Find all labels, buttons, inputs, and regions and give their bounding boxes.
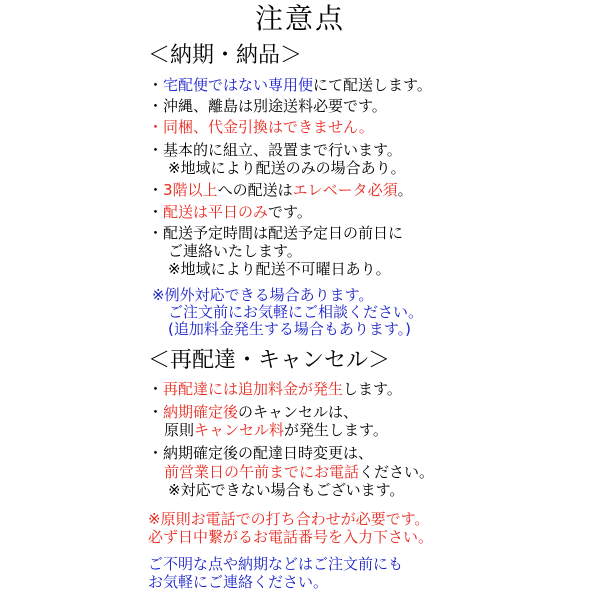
redelivery-line-3-note: ※対応できない場合もございます。 [168,481,405,499]
exception-note-2: ご注文前にお気軽にご相談ください。 [168,303,424,321]
delivery-line-1: ・宅配便ではない専用便にて配送します。 [148,76,432,94]
delivery-line-3: ・同梱、代金引換はできません。 [148,118,374,136]
redelivery-line-1: ・再配達には追加料金が発生します。 [148,380,402,398]
redelivery-line-2-cont: 原則キャンセル料が発生します。 [164,421,388,439]
redelivery-line-3: ・納期確定後の配達日時変更は、 [148,444,374,462]
page-title: 注意点 [254,2,345,35]
delivery-line-2: ・沖縄、離島は別途送料必要です。 [148,97,387,115]
delivery-line-4-note: ※地域により配送のみの場合あり。 [168,159,406,177]
exception-note-3: (追加料金発生する場合もあります。) [168,320,412,338]
section-heading-delivery: ＜納期・納品＞ [148,43,303,68]
contact-note-1: ご不明な点や納期などはご注文前にも [148,555,404,573]
delivery-line-7: ・配送予定時間は配送予定日の前日に [148,224,404,242]
contact-note-2: お気軽にご連絡ください。 [148,573,329,591]
delivery-line-4: ・基本的に組立、設置まで行います。 [148,141,402,159]
phone-note-2: 必ず日中繋がるお電話番号を入力下さい。 [148,528,434,546]
delivery-line-6: ・配送は平日のみです。 [148,203,312,221]
redelivery-line-3-cont: 前営業日の午前までにお電話ください。 [164,463,435,481]
delivery-line-7-note: ※地域により配送不可曜日あり。 [168,260,391,278]
section-heading-redelivery: ＜再配達・キャンセル＞ [148,348,391,373]
phone-note-1: ※原則お電話での打ち合わせが必要です。 [148,510,430,528]
redelivery-line-2: ・納期確定後のキャンセルは、 [148,403,359,421]
delivery-line-5: ・3階以上への配送はエレベータ必須。 [148,181,413,199]
exception-note-1: ※例外対応できる場合あります。 [152,286,374,304]
delivery-line-7-cont: ご連絡いたします。 [168,242,302,260]
